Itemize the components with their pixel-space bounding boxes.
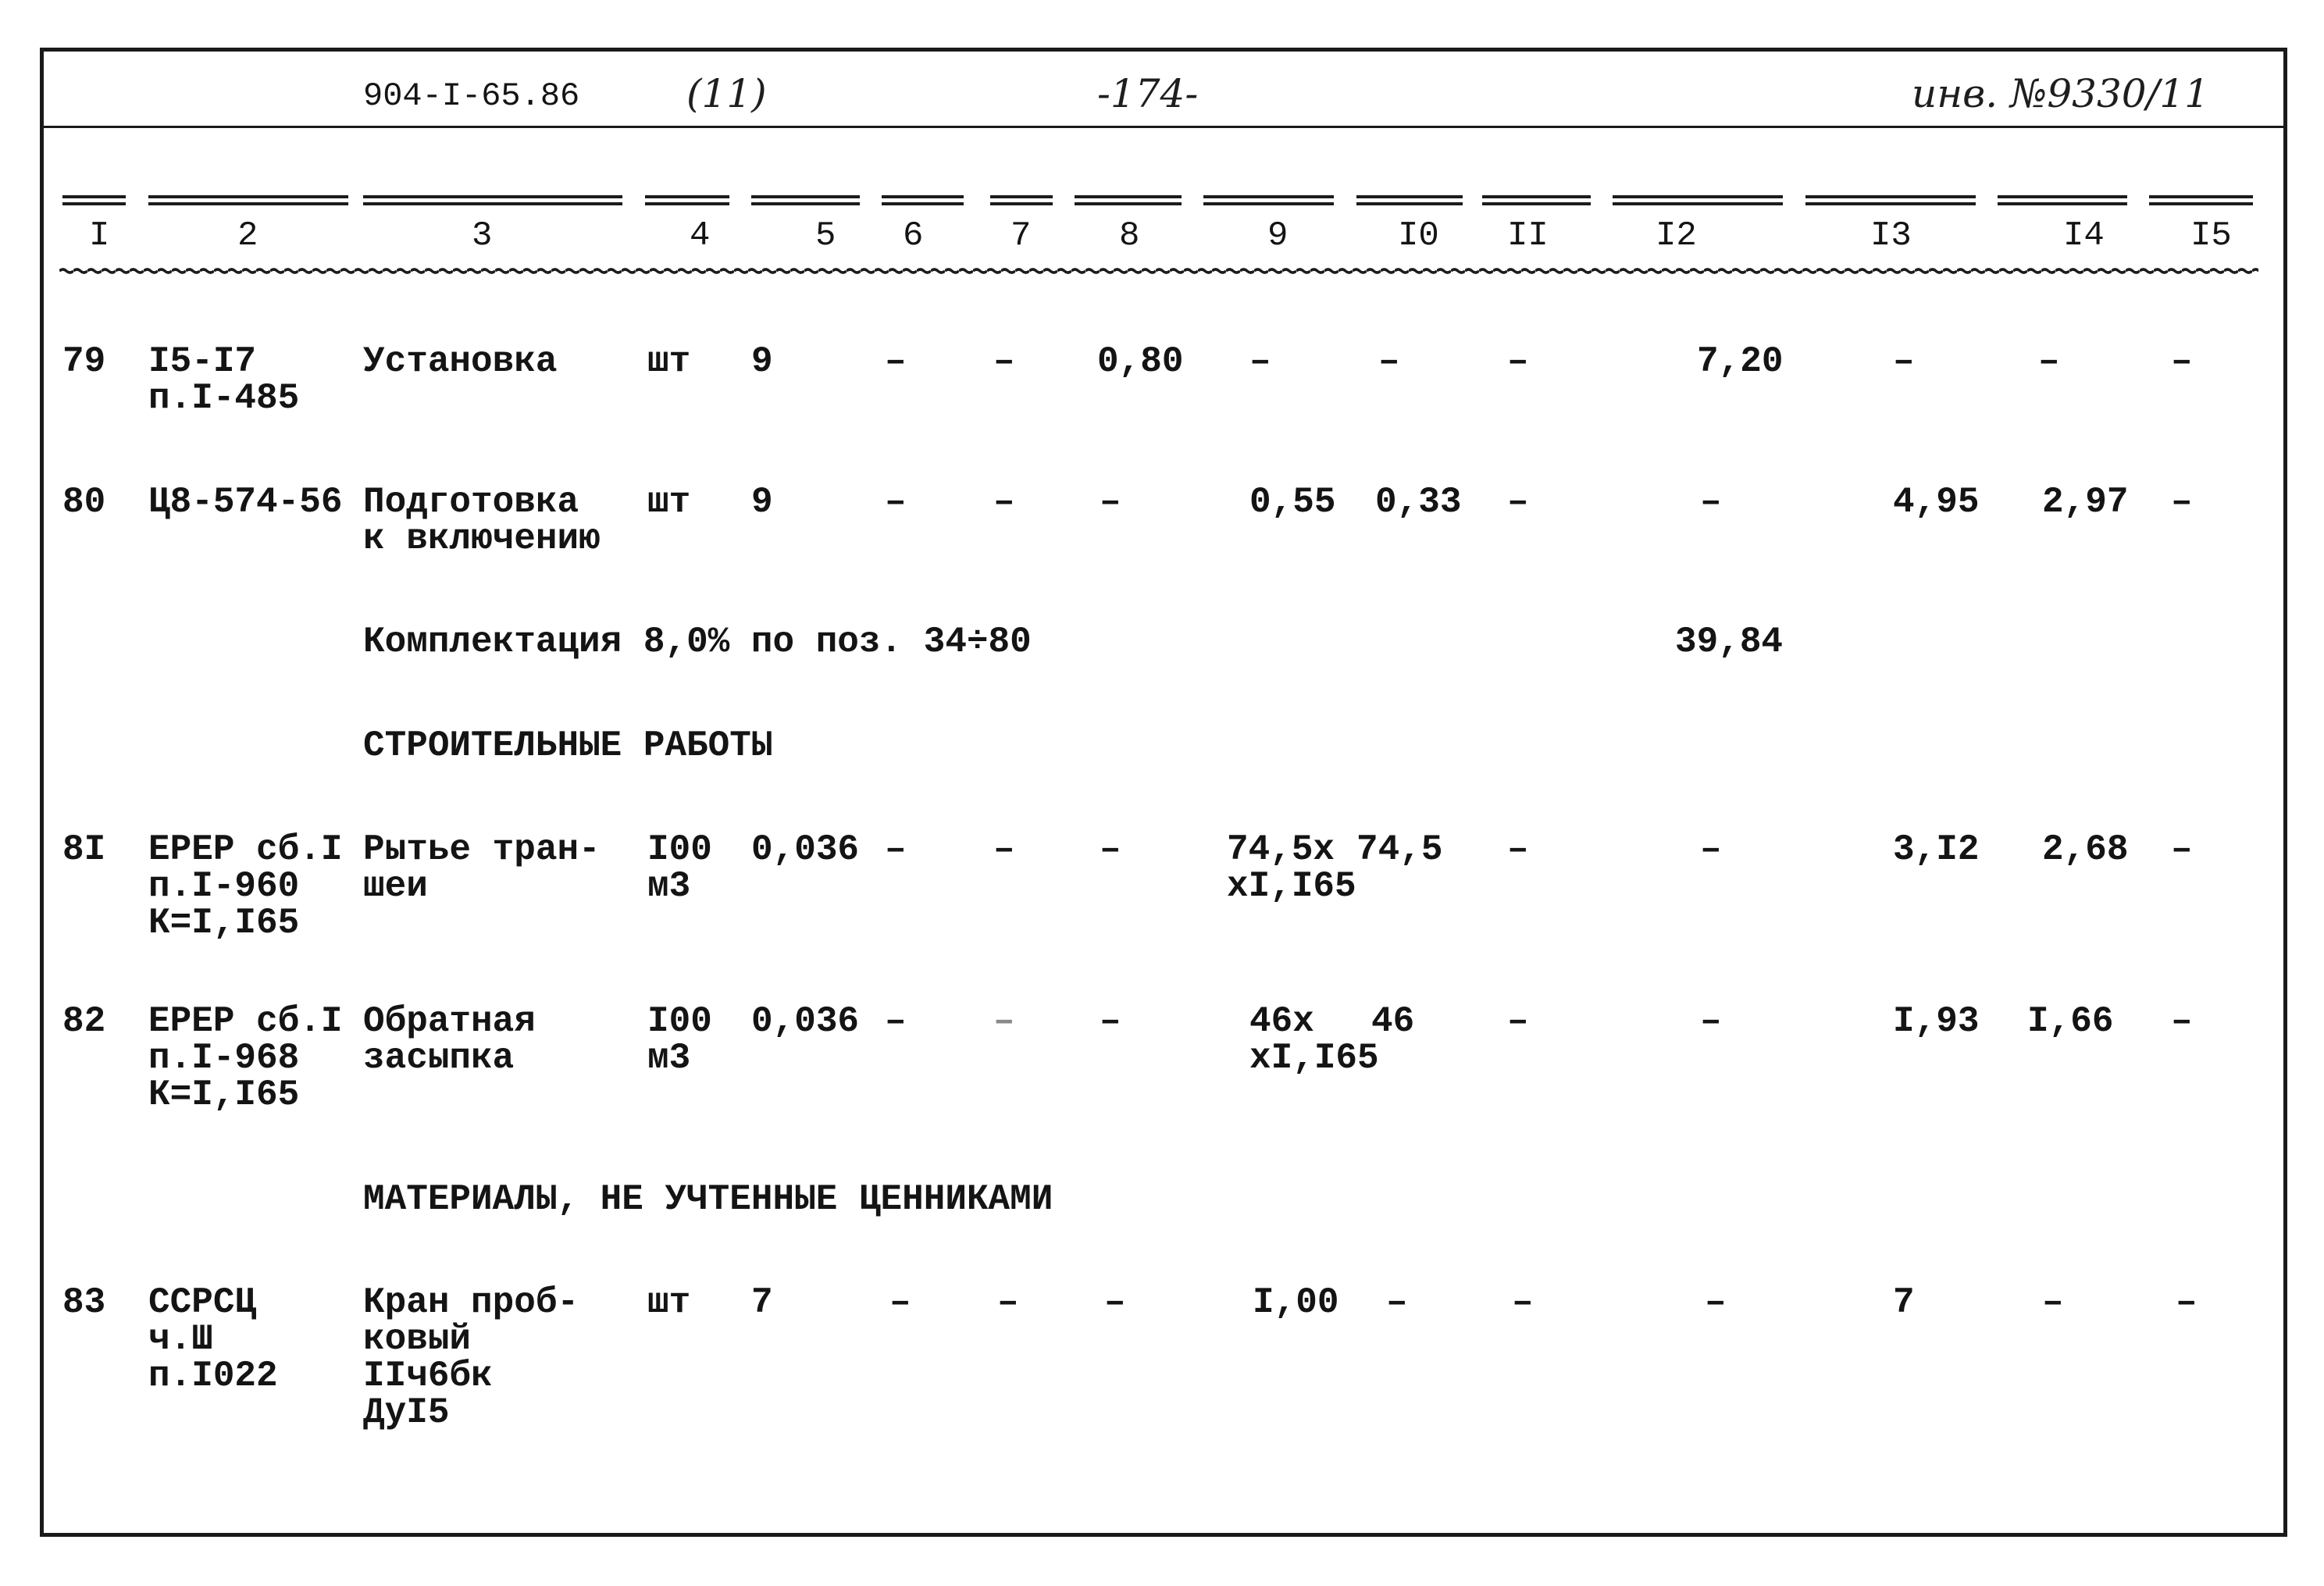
header-divider bbox=[40, 126, 2287, 128]
cell-col-12: – bbox=[1705, 1282, 1727, 1323]
cell-col-9: I,00 bbox=[1253, 1282, 1339, 1323]
column-header-rule bbox=[1075, 195, 1182, 205]
cell-col-10: 46 bbox=[1371, 1001, 1415, 1042]
cell-col-13: I,93 bbox=[1893, 1001, 1980, 1042]
cell-col-8: – bbox=[1104, 1282, 1126, 1323]
sheet-number: (11) bbox=[686, 71, 767, 116]
cell-col-15: – bbox=[2176, 1282, 2197, 1323]
table-row bbox=[0, 829, 2324, 988]
cell-col-12: – bbox=[1700, 1001, 1722, 1042]
cell-col-8: – bbox=[1100, 829, 1121, 870]
document-code: 904-I-65.86 bbox=[363, 77, 580, 115]
column-number: 3 bbox=[472, 216, 493, 255]
column-number: I3 bbox=[1870, 216, 1912, 255]
column-number: 9 bbox=[1267, 216, 1289, 255]
cell-col-14: – bbox=[2042, 1282, 2064, 1323]
column-header-rule bbox=[1203, 195, 1334, 205]
cell-col-7: – bbox=[993, 1001, 1015, 1042]
table-row bbox=[0, 1003, 2324, 1160]
column-number: I4 bbox=[2063, 216, 2105, 255]
cell-col-10: – bbox=[1386, 1282, 1408, 1323]
cell-col-6: – bbox=[885, 829, 907, 870]
column-header-rule bbox=[1613, 195, 1783, 205]
column-header-rule bbox=[1998, 195, 2127, 205]
cell-col-10: 74,5 bbox=[1356, 829, 1443, 870]
column-header-rule bbox=[62, 195, 126, 205]
cell-col-15: – bbox=[2171, 829, 2193, 870]
cell-unit: шт bbox=[647, 1282, 691, 1323]
cell-col-13: 3,I2 bbox=[1893, 829, 1980, 870]
inventory-number: инв. №9330/11 bbox=[1912, 71, 2210, 116]
column-header-rule bbox=[1482, 195, 1591, 205]
column-number: 2 bbox=[237, 216, 258, 255]
cell-position-number: 79 bbox=[62, 341, 106, 382]
column-number: 8 bbox=[1119, 216, 1140, 255]
cell-col-9: 0,55 bbox=[1249, 482, 1336, 522]
cell-col-8: – bbox=[1100, 482, 1121, 522]
cell-col-11: – bbox=[1507, 829, 1529, 870]
cell-quantity: 0,036 bbox=[751, 829, 860, 870]
column-number: II bbox=[1507, 216, 1549, 255]
cell-col-14: – bbox=[2038, 341, 2060, 382]
column-header-wavy-rule bbox=[59, 266, 2258, 276]
cell-col-7: – bbox=[993, 341, 1015, 382]
cell-col-13: 4,95 bbox=[1893, 482, 1980, 522]
column-number: I bbox=[89, 216, 110, 255]
cell-quantity: 9 bbox=[751, 341, 773, 382]
table-row bbox=[0, 1282, 2324, 1441]
column-header-rule bbox=[2149, 195, 2253, 205]
column-header-rule bbox=[363, 195, 622, 205]
cell-col-10: – bbox=[1378, 341, 1400, 382]
cell-quantity: 7 bbox=[751, 1282, 773, 1323]
column-number: I2 bbox=[1656, 216, 1697, 255]
cell-rate-code: ЕРЕР сб.I п.I-960 К=I,I65 bbox=[148, 829, 343, 943]
cell-col-6: – bbox=[885, 341, 907, 382]
cell-quantity: 0,036 bbox=[751, 1001, 860, 1042]
cell-col-14: 2,68 bbox=[2042, 829, 2129, 870]
cell-col-12: – bbox=[1700, 829, 1722, 870]
cell-col-15: – bbox=[2171, 341, 2193, 382]
column-number: 4 bbox=[690, 216, 711, 255]
column-header-rule bbox=[1805, 195, 1976, 205]
cell-col-8: – bbox=[1100, 1001, 1121, 1042]
cell-work-name: Обратная засыпка bbox=[363, 1001, 536, 1078]
cell-position-number: 83 bbox=[62, 1282, 106, 1323]
column-number: 5 bbox=[815, 216, 836, 255]
cell-work-name: Подготовка к включению bbox=[363, 482, 601, 559]
column-header-rule bbox=[148, 195, 348, 205]
cell-position-number: 8I bbox=[62, 829, 106, 870]
cell-col-13: – bbox=[1893, 341, 1915, 382]
summary-total: 39,84 bbox=[1675, 622, 1784, 662]
table-row bbox=[0, 341, 2324, 500]
cell-col-9: – bbox=[1249, 341, 1271, 382]
column-header-rule bbox=[990, 195, 1053, 205]
cell-position-number: 82 bbox=[62, 1001, 106, 1042]
cell-unit: I00 м3 bbox=[647, 1001, 712, 1078]
cell-unit: шт bbox=[647, 482, 691, 522]
column-header-rule bbox=[1356, 195, 1463, 205]
cell-col-6: – bbox=[885, 482, 907, 522]
table-row bbox=[0, 484, 2324, 640]
cell-col-13: 7 bbox=[1893, 1282, 1915, 1323]
cell-col-14: 2,97 bbox=[2042, 482, 2129, 522]
page-number: -174- bbox=[1097, 71, 1199, 116]
cell-col-11: – bbox=[1507, 1001, 1529, 1042]
column-number: I5 bbox=[2190, 216, 2232, 255]
column-number: 7 bbox=[1011, 216, 1032, 255]
cell-col-11: – bbox=[1507, 341, 1529, 382]
cell-col-6: – bbox=[885, 1001, 907, 1042]
section-heading: СТРОИТЕЛЬНЫЕ РАБОТЫ bbox=[363, 725, 773, 766]
cell-col-12: – bbox=[1700, 482, 1722, 522]
column-header-rule bbox=[645, 195, 729, 205]
cell-position-number: 80 bbox=[62, 482, 106, 522]
cell-unit: I00 м3 bbox=[647, 829, 712, 907]
cell-col-12: 7,20 bbox=[1697, 341, 1784, 382]
cell-col-10: 0,33 bbox=[1375, 482, 1462, 522]
cell-col-15: – bbox=[2171, 482, 2193, 522]
cell-unit: шт bbox=[647, 341, 691, 382]
cell-rate-code: Ц8-574-56 bbox=[148, 482, 343, 522]
column-header-rule bbox=[751, 195, 860, 205]
column-number: 6 bbox=[903, 216, 924, 255]
cell-rate-code: ЕРЕР сб.I п.I-968 К=I,I65 bbox=[148, 1001, 343, 1115]
section-heading: МАТЕРИАЛЫ, НЕ УЧТЕННЫЕ ЦЕННИКАМИ bbox=[363, 1179, 1053, 1220]
column-number: I0 bbox=[1398, 216, 1439, 255]
cell-rate-code: ССРСЦ ч.Ш п.I022 bbox=[148, 1282, 278, 1396]
cell-col-7: – bbox=[997, 1282, 1019, 1323]
cell-col-9: 46х хI,I65 bbox=[1249, 1001, 1379, 1078]
cell-col-14: I,66 bbox=[2027, 1001, 2114, 1042]
cell-col-9: 74,5х хI,I65 bbox=[1227, 829, 1356, 907]
cell-work-name: Рытье тран- шеи bbox=[363, 829, 601, 907]
cell-col-15: – bbox=[2171, 1001, 2193, 1042]
cell-quantity: 9 bbox=[751, 482, 773, 522]
cell-col-11: – bbox=[1512, 1282, 1534, 1323]
column-header-rule bbox=[882, 195, 964, 205]
cell-work-name: Установка bbox=[363, 341, 558, 382]
cell-work-name: Кран проб- ковый IIч6бк ДуI5 bbox=[363, 1282, 579, 1433]
cell-rate-code: I5-I7 п.I-485 bbox=[148, 341, 300, 419]
cell-col-8: 0,80 bbox=[1097, 341, 1184, 382]
cell-col-11: – bbox=[1507, 482, 1529, 522]
cell-col-7: – bbox=[993, 829, 1015, 870]
cell-col-7: – bbox=[993, 482, 1015, 522]
cell-col-6: – bbox=[889, 1282, 911, 1323]
summary-note: Комплектация 8,0% по поз. 34÷80 bbox=[363, 622, 1032, 662]
